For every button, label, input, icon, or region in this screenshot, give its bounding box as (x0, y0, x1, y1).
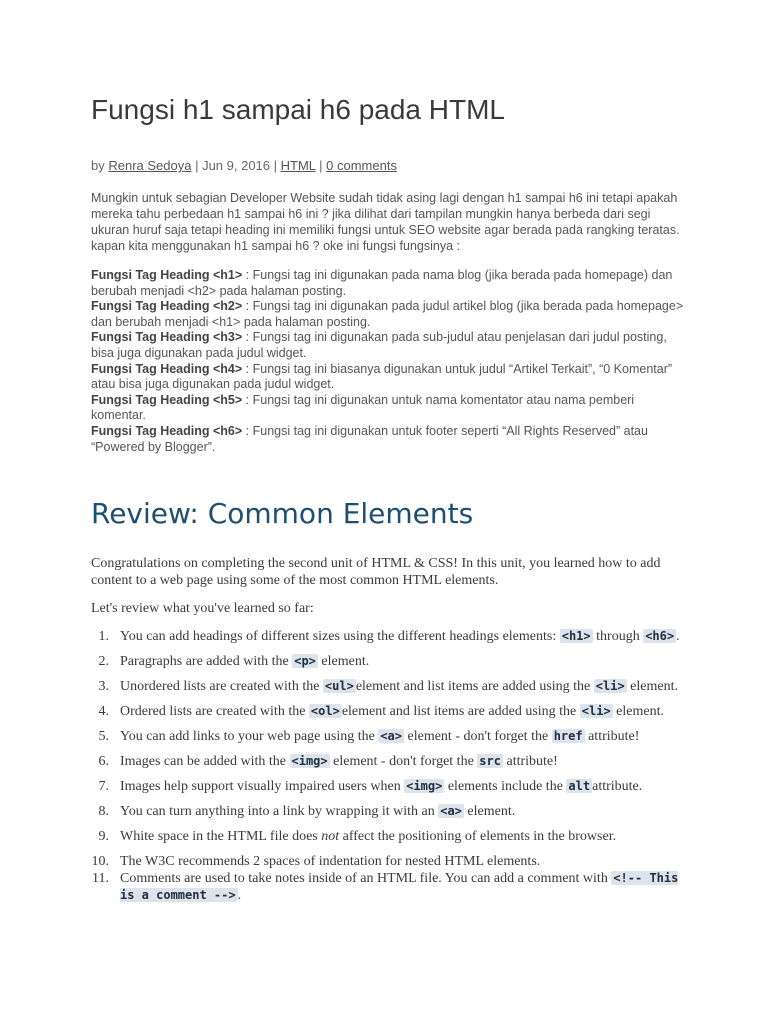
comments-link[interactable]: 0 comments (326, 158, 397, 173)
list-number: 4. (98, 704, 109, 719)
inline-code: <p> (294, 654, 316, 668)
byline-by: by (91, 158, 109, 173)
list-text: attribute! (584, 729, 640, 744)
review-list (91, 628, 691, 912)
review-title: Review: Common Elements (91, 497, 474, 530)
inline-code: <a> (440, 804, 462, 818)
list-text: You can add headings of different sizes using the different headings elements: (120, 629, 560, 644)
list-text: You can add links to your web page using the (120, 729, 379, 744)
review-list-item (91, 828, 691, 845)
emphasis-text: not (321, 829, 340, 844)
inline-code: <a> (380, 729, 403, 743)
list-text: Unordered lists are created with the (120, 679, 323, 694)
heading-row-h6 (91, 424, 691, 455)
list-text: element - don't forget the (404, 729, 552, 744)
heading-label: Fungsi Tag Heading <h5> (91, 392, 243, 407)
heading-row-h4 (91, 362, 691, 393)
heading-row-h5 (91, 393, 691, 424)
inline-code: <li> (581, 704, 611, 718)
review-list-item (91, 678, 691, 695)
heading-label: Fungsi Tag Heading <h1> (91, 268, 243, 282)
inline-code: href (553, 729, 583, 743)
inline-code: <ul> (324, 679, 354, 693)
list-text: Paragraphs are added with the (120, 654, 293, 669)
list-text: elements include the (444, 779, 567, 794)
review-list-item (91, 728, 691, 745)
list-text: element. (317, 654, 370, 669)
list-text: attribute. (592, 779, 643, 794)
heading-label: Fungsi Tag Heading <h6> (91, 423, 243, 438)
review-list-item (91, 803, 691, 820)
list-text: attribute! (502, 754, 558, 769)
category-link[interactable]: HTML (280, 158, 316, 173)
article-byline (91, 158, 397, 173)
inline-code: src (479, 754, 501, 768)
list-text: Comments are used to take notes inside of an HTML file. You can add a comment with (120, 871, 612, 886)
heading-row-h1 (91, 268, 691, 299)
list-text: . (676, 629, 680, 644)
inline-code: <ol> (310, 704, 340, 718)
list-text: Images can be added with the (120, 754, 290, 769)
heading-descriptions (91, 268, 691, 455)
list-text: element. (612, 704, 664, 719)
list-text: You can turn anything into a link by wrapping it with an (120, 804, 439, 819)
review-list-item (91, 778, 691, 795)
review-intro: Congratulations on completing the second unit of HTML & CSS! In this unit, you learned how to add content to a web page using some of the most common HTML elements. (91, 556, 661, 588)
list-text: . (237, 888, 242, 903)
review-list-item (91, 753, 691, 770)
heading-text: : Fungsi tag ini digunakan pada judul artikel blog (jika berada pada homepage> dan berubah menjadi <h1> pada halaman posting. (91, 299, 684, 329)
list-text: element. (463, 804, 516, 819)
article-intro: Mungkin untuk sebagian Developer Website sudah tidak asing lagi dengan h1 sampai h6 ini tetapi apakah mereka tahu perbedaan h1 sampai h6 ini ? jika dilihat dari tampilan mungkin hanya berbeda dari segi ukuran huruf saja tetapi heading ini memiliki fungsi untuk SEO website agar berada pada rangking teratas. kapan kita menggunakan h1 sampai h6 ? oke ini fungsi fungsinya : (91, 191, 680, 253)
review-list-item (91, 628, 691, 645)
list-number: 10. (91, 854, 109, 869)
inline-code: <h1> (561, 629, 591, 643)
review-list-item (91, 870, 691, 904)
heading-text: : Fungsi tag ini digunakan pada sub-judul atau penjelasan dari judul posting, bisa juga digunakan pada judul widget. (91, 330, 667, 360)
heading-text: : Fungsi tag ini digunakan untuk nama komentator atau nama pemberi komentar. (91, 392, 635, 423)
list-text: affect the positioning of elements in the browser. (339, 829, 617, 844)
list-number: 6. (98, 754, 109, 769)
inline-code: <img> (291, 754, 328, 768)
heading-row-h2 (91, 299, 691, 330)
review-list-item (91, 653, 691, 670)
list-number: 5. (98, 729, 109, 744)
list-text: White space in the HTML file does (120, 829, 322, 844)
list-number: 7. (98, 779, 109, 794)
list-text: element and list items are added using the (341, 704, 580, 719)
list-number: 11. (92, 871, 109, 886)
heading-text: : Fungsi tag ini digunakan pada nama blog (jika berada pada homepage) dan berubah menjadi <h2> pada halaman posting. (91, 268, 673, 298)
byline-date: | Jun 9, 2016 | (191, 158, 281, 173)
list-text: through (592, 629, 644, 644)
article-title: Fungsi h1 sampai h6 pada HTML (91, 94, 505, 125)
list-number: 8. (98, 804, 109, 819)
author-link[interactable]: Renra Sedoya (108, 158, 192, 173)
review-list-item (91, 703, 691, 720)
list-text: element and list items are added using the (355, 679, 594, 694)
list-number: 9. (98, 829, 109, 844)
list-number: 3. (98, 679, 109, 694)
inline-code: <li> (595, 679, 625, 693)
list-text: element - don't forget the (329, 754, 478, 769)
inline-code: alt (568, 779, 591, 793)
heading-text: : Fungsi tag ini biasanya digunakan untuk judul “Artikel Terkait”, “0 Komentar” atau bisa juga digunakan pada judul widget. (91, 361, 673, 392)
heading-label: Fungsi Tag Heading <h3> (91, 330, 243, 345)
list-text: element. (626, 679, 678, 694)
heading-label: Fungsi Tag Heading <h2> (91, 299, 243, 314)
inline-code: <!-- This is a comment --> (120, 871, 679, 902)
list-text: Ordered lists are created with the (120, 704, 309, 719)
list-text: The W3C recommends 2 spaces of indentation for nested HTML elements. (120, 854, 541, 869)
list-number: 1. (98, 629, 109, 644)
review-lead: Let's review what you've learned so far: (91, 601, 314, 616)
heading-text: : Fungsi tag ini digunakan untuk footer seperti “All Rights Reserved” atau “Powered by Blogger”. (91, 423, 648, 454)
inline-code: <img> (406, 779, 443, 793)
inline-code: <h6> (645, 629, 675, 643)
byline-separator: | (315, 158, 327, 173)
list-text: Images help support visually impaired users when (120, 779, 405, 794)
review-list-item (91, 853, 691, 870)
list-number: 2. (98, 654, 109, 669)
heading-label: Fungsi Tag Heading <h4> (91, 361, 243, 376)
heading-row-h3 (91, 330, 691, 361)
